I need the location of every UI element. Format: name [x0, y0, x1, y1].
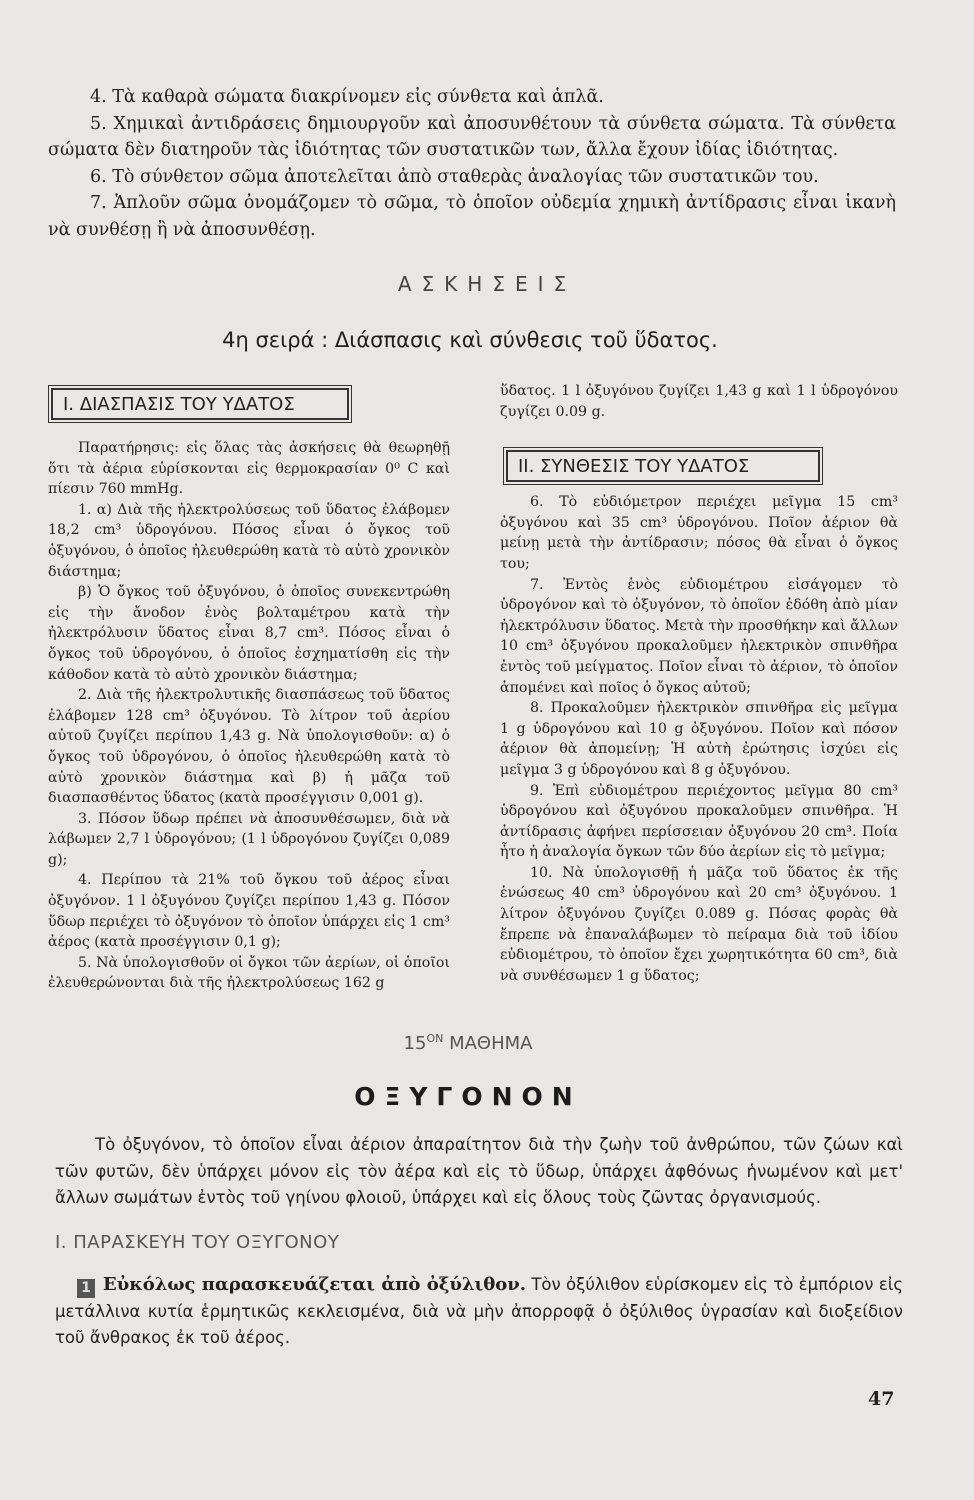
exercise-7: 7. Ἐντὸς ἑνὸς εὐδιομέτρου εἰσάγομεν τὸ ὑδρογόνον καὶ τὸ ὀξυγόνον, τὸ ὁποῖον ἐδόθη ἀπὸ μίαν ἠλεκτρόλυσιν ὕδατος. Μετὰ τὴν προσθήκην καὶ ἄλλων 10 cm³ ὀξυγόνου προκαλοῦμεν ἠλεκτρικὸν σπινθῆρα ἐντὸς τοῦ μείγματος. Ποῖον εἶναι τὸ ἀέριον, τὸ ὁποῖον ἀπομένει καὶ ποῖος ὁ ὄγκος αὐτοῦ;	[500, 576, 898, 696]
summary-item-7: 7. Ἁπλοῦν σῶμα ὀνομάζομεν τὸ σῶμα, τὸ ὁποῖον οὐδεμία χημικὴ ἀντίδρασις εἶναι ἱκανὴ νὰ συνθέσῃ ἢ νὰ ἀποσυνθέσῃ.	[48, 193, 896, 240]
exercise-1a: 1. α) Διὰ τῆς ἠλεκτρολύσεως τοῦ ὕδατος ἐλάβομεν 18,2 cm³ ὑδρογόνου. Πόσος εἶναι ὁ ὄγκος τοῦ ὀξυγόνου, ὁ ὁποῖος ἠλευθερώθη κατὰ τὸ αὐτὸ χρονικὸν διάστημα;	[48, 501, 450, 580]
lesson-intro-text: Τὸ ὀξυγόνον, τὸ ὁποῖον εἶναι ἀέριον ἀπαραίτητον διὰ τὴν ζωὴν τοῦ ἀνθρώπου, τῶν ζώων καὶ τῶν φυτῶν, δὲν ὑπάρχει μόνον εἰς τὸν ἀέρα καὶ εἰς τὸ ὕδωρ, ὑπάρχει ἀφθόνως ἡνωμένον καὶ μετ' ἄλλων σωμάτων ἐντὸς τοῦ γηίνου φλοιοῦ, ὑπάρχει καὶ εἰς ὅλους τοὺς ζῶντας ὀργανισμούς.	[55, 1135, 903, 1207]
exercise-9: 9. Ἐπὶ εὐδιομέτρου περιέχοντος μεῖγμα 80 cm³ ὑδρογόνου καὶ ὀξυγόνου προκαλοῦμεν σπινθῆρα. Ἡ ἀντίδρασις ἀφήνει περίσσειαν ὀξυγόνου 20 cm³. Ποία ἦτο ἡ ἀναλογία ὄγκων τῶν δύο ἀερίων εἰς τὸ μεῖγμα;	[500, 782, 898, 861]
lesson-label: ΜΑΘΗΜΑ	[449, 1033, 533, 1054]
lesson-number	[0, 1032, 936, 1054]
section-title-decomposition: I. ΔΙΑΣΠΑΣΙΣ ΤΟΥ ΥΔΑΤΟΣ	[51, 388, 349, 420]
exercise-5-continuation: ὕδατος. 1 l ὀξυγόνου ζυγίζει 1,43 g καὶ 1 l ὑδρογόνου ζυγίζει 0.09 g.	[500, 383, 898, 420]
section-title-synthesis: II. ΣΥΝΘΕΣΙΣ ΤΟΥ ΥΔΑΤΟΣ	[506, 450, 820, 482]
paragraph-text: Τὸν ὀξύλιθον εὑρίσκομεν εἰς τὸ ἐμπόριον εἰς μετάλλινα κυτία ἑρμητικῶς κεκλεισμένα, διὰ νὰ μὴν ἀπορροφᾷ ὁ ὀξύλιθος ὑγρασίαν καὶ διοξείδιον τοῦ ἄνθρακος ἐκ τοῦ ἀέρος.	[55, 1275, 904, 1347]
exercise-3: 3. Πόσον ὕδωρ πρέπει νὰ ἀποσυνθέσωμεν, διὰ νὰ λάβωμεν 2,7 l ὑδρογόνου; (1 l ὑδρογόνου ζυγίζει 0,089 g);	[48, 810, 450, 868]
summary-item-6: 6. Τὸ σύνθετον σῶμα ἀποτελεῖται ἀπὸ σταθερὰς ἀναλογίας τῶν συστατικῶν του.	[90, 166, 819, 187]
preparation-heading: I. ΠΑΡΑΣΚΕΥΗ ΤΟΥ ΟΞΥΓΟΝΟΥ	[55, 1232, 340, 1253]
page-number: 47	[868, 1388, 895, 1410]
exercise-note: Παρατήρησις: εἰς ὅλας τὰς ἀσκήσεις θὰ θεωρηθῇ ὅτι τὰ ἀέρια εὑρίσκονται εἰς θερμοκρασίαν 0⁰ C καὶ πίεσιν 760 mmHg.	[48, 440, 450, 498]
exercises-heading: ΑΣΚΗΣΕΙΣ	[397, 272, 577, 296]
exercise-6: 6. Τὸ εὐδιόμετρον περιέχει μεῖγμα 15 cm³ ὀξυγόνου καὶ 35 cm³ ὑδρογόνου. Ποῖον ἀέριον θὰ μείνῃ μετὰ τὴν ἀντίδρασιν; πόσος θὰ εἶναι ὁ ὄγκος του;	[500, 494, 898, 572]
summary-item-5: 5. Χημικαὶ ἀντιδράσεις δημιουργοῦν καὶ ἀποσυνθέτουν τὰ σύνθετα σώματα. Τὰ σύνθετα σώματα δὲν διατηροῦν τὰς ἰδιότητας τῶν συστατικῶν των, ἄλλα ἔχουν ἰδίας ἰδιότητας.	[48, 113, 896, 160]
lesson-intro	[55, 1132, 903, 1212]
exercise-5: 5. Νὰ ὑπολογισθοῦν οἱ ὄγκοι τῶν ἀερίων, οἱ ὁποῖοι ἐλευθερώνονται διὰ τῆς ἠλεκτρολύσεως 162 g	[48, 954, 450, 992]
summary-item-4: 4. Τὰ καθαρὰ σώματα διακρίνομεν εἰς σύνθετα καὶ ἁπλᾶ.	[90, 87, 604, 107]
preparation-paragraph	[55, 1272, 903, 1352]
exercise-2: 2. Διὰ τῆς ἠλεκτρολυτικῆς διασπάσεως τοῦ ὕδατος ἐλάβομεν 128 cm³ ὀξυγόνου. Τὸ λίτρον τοῦ ἀερίου αὐτοῦ ζυγίζει περίπου 1,43 g. Νὰ ὑπολογισθοῦν: α) ὁ ὄγκος τοῦ ὑδρογόνου, ὁ ὁποῖος ἠλευθερώθη κατὰ τὸ αὐτὸ χρονικὸν διάστημα καὶ β) ἡ μᾶζα τοῦ διασπασθέντος ὕδατος (κατὰ προσέγγισιν 0,001 g).	[48, 687, 450, 807]
left-column	[48, 438, 450, 994]
paragraph-bold-lead: Εὐκόλως παρασκευάζεται ἀπὸ ὀξύλιθον.	[103, 1274, 526, 1295]
exercise-10: 10. Νὰ ὑπολογισθῇ ἡ μᾶζα τοῦ ὕδατος ἐκ τῆς ἑνώσεως 40 cm³ ὑδρογόνου καὶ 20 cm³ ὀξυγόνου. 1 λίτρον ὀξυγόνου ζυγίζει 0.089 g. Πόσας φορὰς θὰ ἔπρεπε νὰ ἐπαναλάβωμεν τὸ πείραμα διὰ τοῦ ἰδίου εὐδιομέτρου, τὸ ὁποῖον ἔχει χωρητικότητα 60 cm³, διὰ νὰ συνθέσωμεν 1 g ὕδατος;	[500, 864, 898, 984]
exercise-1b: β) Ὁ ὄγκος τοῦ ὀξυγόνου, ὁ ὁποῖος συνεκεντρώθη εἰς τὴν ἄνοδον ἑνὸς βολταμέτρου κατὰ τὴν ἠλεκτρόλυσιν ὕδατος εἶναι 8,7 cm³. Πόσος εἶναι ὁ ὄγκος τοῦ ὑδρογόνου, ὁ ὁποῖος ἐσχηματίσθη εἰς τὴν κάθοδον κατὰ τὸ αὐτὸ χρονικὸν διάστημα;	[48, 584, 450, 683]
lesson-number-suffix: ΟΝ	[426, 1032, 444, 1045]
exercise-series-title: 4η σειρά : Διάσπασις καὶ σύνθεσις τοῦ ὕδατος.	[222, 328, 718, 352]
exercise-8: 8. Προκαλοῦμεν ἠλεκτρικὸν σπινθῆρα εἰς μεῖγμα 1 g ὑδρογόνου καὶ 10 g ὀξυγόνου. Ποῖον καὶ πόσον ἀέριον θὰ ἀπομείνῃ; Ἡ αὐτὴ ἐρώτησις ἰσχύει εἰς μεῖγμα 3 g ὑδρογόνου καὶ 8 g ὀξυγόνου.	[500, 700, 898, 778]
intro-summary	[48, 84, 896, 243]
lesson-number-value: 15	[403, 1033, 427, 1054]
paragraph-number-badge: 1	[77, 1279, 95, 1298]
exercise-4: 4. Περίπου τὰ 21% τοῦ ὄγκου τοῦ ἀέρος εἶναι ὀξυγόνον. 1 l ὀξυγόνου ζυγίζει περίπου 1,43 g. Πόσον ὕδωρ περιέχει τὸ ὀξυγόνον τὸ ὁποῖον ὑπάρχει εἰς 1 cm³ ἀέρος (κατὰ προσέγγισιν 0,1 g);	[48, 872, 450, 951]
lesson-title: ΟΞΥΓΟΝΟΝ	[354, 1082, 582, 1111]
